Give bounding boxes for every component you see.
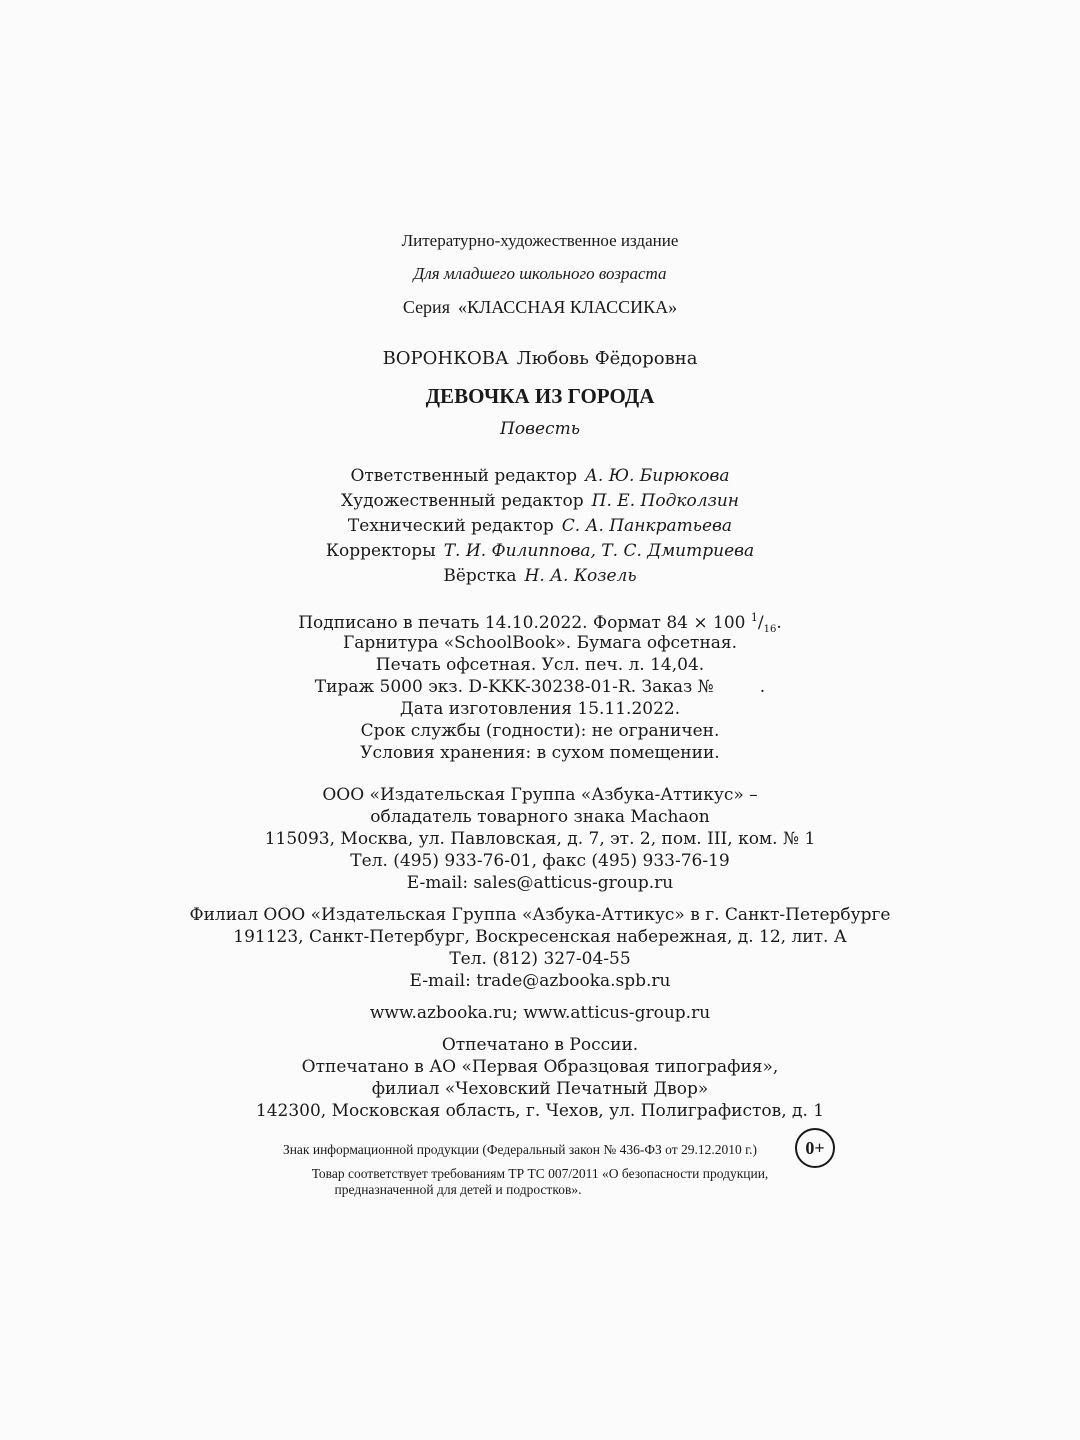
credit-line (0, 541, 1080, 561)
credit-line (0, 566, 1080, 586)
run-order-end: . (759, 677, 766, 697)
manufacture-date: Дата изготовления 15.11.2022. (399, 699, 681, 719)
format-end: . (776, 613, 782, 633)
series (0, 297, 1080, 318)
credit-role: Ответственный редактор (350, 466, 578, 486)
print-run-order (0, 677, 1080, 697)
credit-role: Корректоры (325, 541, 436, 561)
print-typeface: Гарнитура «SchoolBook». Бумага офсетная. (342, 633, 738, 653)
audience: Для младшего школьного возраста (413, 264, 667, 283)
series-prefix: Серия (402, 297, 450, 317)
branch-address: 191123, Санкт-Петербург, Воскресенская набережная, д. 12, лит. А (233, 927, 847, 947)
print-signed: Подписано в печать 14.10.2022. Формат 84 × 100 $^1/_{16}$. (298, 611, 782, 635)
printer-name: Отпечатано в АО «Первая Образцовая типография», (301, 1057, 779, 1077)
author-name: Любовь Фёдоровна (516, 348, 698, 369)
branch-name: Филиал ООО «Издательская Группа «Азбука-Аттикус» в г. Санкт-Петербурге (189, 905, 891, 925)
branch-phone: Тел. (812) 327-04-55 (449, 949, 631, 969)
credit-name: Т. И. Филиппова, Т. С. Дмитриева (443, 541, 755, 561)
credit-name: А. Ю. Бирюкова (585, 466, 730, 486)
compliance-line: Товар соответствует требованиям ТР ТС 007/2011 «О безопасности продукции, (311, 1166, 769, 1181)
credit-name: П. Е. Подколзин (591, 491, 739, 511)
printer-address: 142300, Московская область, г. Чехов, ул. Полиграфистов, д. 1 (255, 1101, 825, 1121)
credit-line (0, 466, 1080, 486)
storage-conditions: Условия хранения: в сухом помещении. (360, 743, 720, 763)
credit-line (0, 516, 1080, 536)
credit-name: С. А. Панкратьева (561, 516, 733, 536)
websites: www.azbooka.ru; www.atticus-group.ru (369, 1003, 711, 1023)
credit-role: Художественный редактор (340, 491, 584, 511)
info-product-sign: Знак информационной продукции (Федеральный закон № 436-ФЗ от 29.12.2010 г.) (282, 1142, 758, 1157)
publisher-address: 115093, Москва, ул. Павловская, д. 7, эт. 2, пом. III, ком. № 1 (264, 829, 816, 849)
book-genre: Повесть (500, 419, 580, 439)
format-denominator: 16 (763, 624, 777, 635)
author (0, 348, 1080, 369)
shelf-life: Срок службы (годности): не ограничен. (360, 721, 720, 741)
credit-name: Н. А. Козель (524, 566, 637, 586)
print-type: Печать офсетная. Усл. печ. л. 14,04. (375, 655, 705, 675)
printer-branch: филиал «Чеховский Печатный Двор» (371, 1079, 709, 1099)
series-name: «КЛАССНАЯ КЛАССИКА» (457, 297, 678, 317)
author-surname: ВОРОНКОВА (382, 348, 509, 369)
printed-country: Отпечатано в России. (441, 1035, 639, 1055)
compliance-line: предназначенной для детей и подростков». (334, 1182, 582, 1197)
run-order-text: Тираж 5000 экз. D-KKK-30238-01-R. Заказ № (314, 677, 714, 697)
edition-type: Литературно-художественное издание (401, 231, 679, 250)
publisher-email: E-mail: sales@atticus-group.ru (406, 873, 674, 893)
publisher-phone: Тел. (495) 933-76-01, факс (495) 933-76-19 (350, 851, 730, 871)
credit-line (0, 491, 1080, 511)
signed-text: Подписано в печать 14.10.2022. Формат 84 × 100 (298, 613, 746, 633)
publisher-name: ООО «Издательская Группа «Азбука-Аттикус» – (322, 785, 758, 805)
branch-email: E-mail: trade@azbooka.spb.ru (409, 971, 671, 991)
age-rating-badge: 0+ (795, 1128, 835, 1168)
credit-role: Вёрстка (443, 566, 517, 586)
format-numerator: 1 (750, 611, 758, 624)
book-title: ДЕВОЧКА ИЗ ГОРОДА (425, 384, 655, 408)
publisher-trademark: обладатель товарного знака Machaon (370, 807, 710, 827)
credit-role: Технический редактор (347, 516, 554, 536)
